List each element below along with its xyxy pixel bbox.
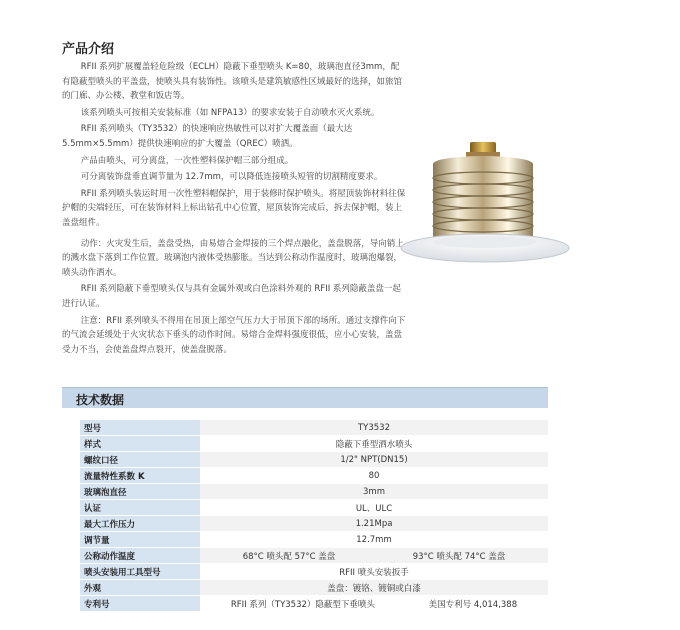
intro-paragraph: 动作：火灾发生后，盖盘受热，由易熔合金焊接的三个焊点融化，盖盘脱落，导向销上的溅水盘下落到工作位置。玻璃泡内液体受热膨胀。当达到公称动作温度时，玻璃泡爆裂，喷头动作洒水。 xyxy=(62,238,404,278)
intro-paragraph: 可分离装饰盘垂直调节量为 12.7mm，可以降低连接喷头短管的切割精度要求。 xyxy=(80,172,383,183)
spec-key: 专利号 xyxy=(80,596,200,612)
spec-value-part: 68°C 喷头配 57°C 盖盘 xyxy=(242,551,336,562)
spec-key: 最大工作压力 xyxy=(80,516,200,532)
table-row xyxy=(80,516,548,532)
spec-key: 公称动作温度 xyxy=(80,548,200,564)
spec-value-part: RFII 系列（TY3532）隐蔽型下垂喷头 xyxy=(230,599,375,610)
spec-key: 玻璃泡直径 xyxy=(80,484,200,500)
spec-key: 喷头安装用工具型号 xyxy=(80,564,200,580)
intro-paragraph: RFII 系列喷头（TY3532）的快速响应热敏性可以对扩大覆盖面（最大达5.5mm×5.5mm）提供快速响应的扩大覆盖（QREC）喷洒。 xyxy=(62,124,353,149)
spec-key: 外观 xyxy=(80,580,200,596)
table-row xyxy=(80,468,548,484)
table-row xyxy=(80,484,548,500)
spec-value-part: 93°C 喷头配 74°C 盖盘 xyxy=(412,551,506,562)
spec-value: 1/2" NPT(DN15) xyxy=(200,452,548,468)
spec-key: 螺纹口径 xyxy=(80,452,200,468)
tech-section-header xyxy=(62,387,548,408)
spec-key: 流量特性系数 K xyxy=(80,468,200,484)
spec-value: 隐蔽下垂型洒水喷头 xyxy=(200,436,548,452)
spec-value: UL、ULC xyxy=(200,500,548,516)
table-row xyxy=(80,596,548,612)
spec-value: 1.21Mpa xyxy=(200,516,548,532)
spec-value: 12.7mm xyxy=(200,532,548,548)
spec-key: 型号 xyxy=(80,420,200,436)
sprinkler-image xyxy=(400,130,570,280)
spec-key: 样式 xyxy=(80,436,200,452)
spec-value: 3mm xyxy=(200,484,548,500)
intro-paragraph: RFII 系列扩展覆盖轻危险级（ECLH）隐蔽下垂型喷头 K=80，玻璃泡直径3mm，配有隐蔽型喷头的平盖盘，使喷头具有装饰性。该喷头是建筑敏感性区域最好的选择，如旅馆的门廊、办公楼、教堂和饭店等。 xyxy=(62,62,403,102)
table-row xyxy=(80,548,548,564)
intro-paragraph: 注意：RFII 系列喷头不得用在吊顶上部空气压力大于吊顶下部的场所。通过支撑件向下的气流会延缓处于火灾状态下垂头的动作时间。易熔合金焊料强度很低，应小心安装，盖盘受力不当，会使盖盘焊点裂开，使盖盘脱落。 xyxy=(62,315,406,355)
table-row xyxy=(80,532,548,548)
tech-title: 技术数据 xyxy=(76,393,125,407)
table-row xyxy=(80,452,548,468)
intro-paragraph: 产品由喷头，可分离盘，一次性塑料保护帽三部分组成。 xyxy=(80,155,294,166)
intro-paragraph: RFII 系列隐蔽下垂型喷头仅与具有金属外观或白色涂料外观的 RFII 系列隐蔽盖盘一起进行认证。 xyxy=(62,284,401,309)
table-row xyxy=(80,580,548,596)
spec-value xyxy=(200,596,548,612)
spec-value xyxy=(200,548,548,564)
spec-value-part: 美国专利号 4,014,388 xyxy=(428,599,518,610)
spec-key: 认证 xyxy=(80,500,200,516)
spec-key: 调节量 xyxy=(80,532,200,548)
table-row xyxy=(80,436,548,452)
table-row xyxy=(80,564,548,580)
intro-title: 产品介绍 xyxy=(62,42,115,57)
spec-value: TY3532 xyxy=(200,420,548,436)
intro-paragraph: RFII 系列喷头装运时用一次性塑料帽保护，用于装修时保护喷头。将屋顶装饰材料往保护帽的尖端轻压，可在装饰材料上标出钻孔中心位置，屋顶装饰完成后，拆去保护帽，装上盖盘组件。 xyxy=(62,188,406,228)
table-row xyxy=(80,420,548,436)
spec-table xyxy=(80,420,548,612)
spec-value: 80 xyxy=(200,468,548,484)
intro-text xyxy=(62,60,407,359)
spec-value: RFII 喷头安装扳手 xyxy=(200,564,548,580)
table-row xyxy=(80,500,548,516)
spec-value: 盖盘：镀铬、镀铜或白漆 xyxy=(200,580,548,596)
intro-paragraph: 该系列喷头可按相关安装标准（如 NFPA13）的要求安装于自动喷水灭火系统。 xyxy=(80,107,380,118)
